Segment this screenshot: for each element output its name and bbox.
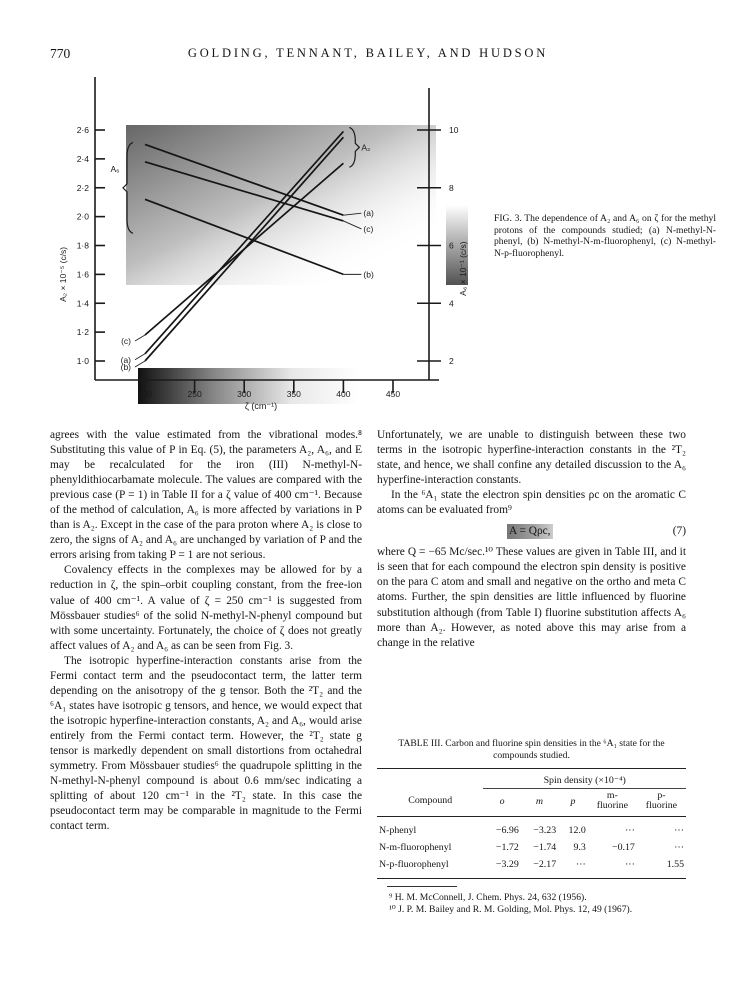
footnotes (377, 886, 697, 917)
table-cell: 12.0 (568, 825, 586, 836)
table-cell: −6.96 (495, 825, 519, 836)
footnote: ¹⁰ J. P. M. Bailey and R. M. Golding, Mol. Phys. 12, 49 (1967). (389, 904, 633, 916)
footnote-rule (387, 886, 457, 887)
x-tick-label: 450 (385, 389, 401, 399)
paragraph: The isotropic hyperfine-interaction constants arise from the Fermi contact term and the pseudocontact term, the latter term depending on the anisotropy of the g tensor. Both the ²T₂ and the ⁶A₁ states have isotropic g tensors, and hence, we would expect that the isotropic hyperfine-interaction constants, A₂ and A₆, would arise entirely from the Fermi contact term. However, the ²T₂ state g tensor is markedly dependent on small distortions from octahedral symmetry. From Mössbauer studies⁶ the quadrupole splitting in the N-methyl-N-phenyl compound is about 0.6 mm/sec indicating a splitting of about 120 cm⁻¹ in the ²T₂ state. In this case the pseudocontact term may be comparable in magnitude to the Fermi contact term. (50, 654, 362, 833)
table-header: m (521, 789, 558, 817)
footnote: ⁹ H. M. McConnell, J. Chem. Phys. 24, 632 (1956). (389, 892, 587, 903)
table-cell: 9.3 (573, 842, 586, 853)
series-label: (a) (363, 208, 374, 219)
y-left-tick-label: 2·4 (76, 153, 89, 164)
a2-group-label: A₂ (361, 142, 371, 153)
table-header: p- fluorine (637, 789, 686, 817)
y-left-tick-label: 1·0 (76, 356, 89, 366)
table-cell: ··· (674, 825, 684, 836)
y-left-tick-label: 1·2 (76, 327, 89, 338)
equation-text: A = Qρc, (507, 524, 553, 539)
equation-7 (377, 518, 686, 545)
x-tick-label: 300 (237, 389, 252, 399)
table-header: p (558, 789, 588, 817)
table-cell: 1.55 (666, 859, 684, 870)
y-right-tick-label: 10 (449, 125, 459, 135)
table-cell: ··· (575, 859, 586, 870)
figure-3-chart (0, 0, 736, 420)
y-left-tick-label: 1·4 (76, 298, 89, 309)
y-right-tick-label: 8 (449, 182, 454, 193)
table-header-blank (377, 769, 483, 789)
table-cell: ··· (674, 842, 684, 853)
spin-density-table (377, 768, 686, 879)
series-label: (c) (363, 223, 374, 234)
paragraph: Covalency effects in the complexes may be allowed for by a reduction in ζ, the spin–orbit coupling constant, from the free-ion value of 400 cm⁻¹. A value of ζ = 250 cm⁻¹ is suggested from Mössbauer studies⁶ of the solid N-methyl-N-phenyl compound but with some uncertainty. Fortunately, the choice of ζ does not greatly affect values of A₂ and A₆ as can be seen from Fig. 3. (50, 564, 362, 652)
a6-group-label: A₆ (110, 163, 120, 174)
table-row (377, 817, 686, 840)
equation-number: (7) (672, 525, 686, 538)
table-header: o (483, 789, 520, 817)
y-right-axis-label: A₆ × 10⁻¹ (c/s) (458, 241, 468, 296)
x-tick-label: 250 (187, 389, 202, 399)
table-cell-compound: N-m-fluorophenyl (379, 842, 452, 853)
x-tick-label: 400 (336, 389, 351, 399)
leader-line (135, 354, 145, 360)
page-number: 770 (50, 46, 71, 61)
x-tick-label: 200 (137, 389, 153, 399)
table-cell: −0.17 (612, 842, 635, 853)
table-row (377, 856, 686, 879)
y-left-tick-label: 1·8 (76, 240, 89, 251)
left-column (50, 428, 362, 834)
table-cell: −1.74 (533, 842, 557, 853)
table-group-header: Spin density (×10⁻⁴) (483, 769, 686, 789)
scan-shading-plot (126, 125, 436, 285)
table-cell: −3.29 (495, 859, 519, 870)
paragraph: In the ⁶A₁ state the electron spin densities ρc on the aromatic C atoms can be evaluated from⁹ (377, 489, 686, 517)
running-head: GOLDING, TENNANT, BAILEY, AND HUDSON (187, 46, 549, 60)
paragraph: Unfortunately, we are unable to distinguish between these two terms in the isotropic hyperfine-interaction constants in the ²T₂ state, and hence, we shall confine any detailed discussion to the A₆ hyperfine-interaction constants. (377, 429, 686, 487)
series-label: (a) (120, 354, 131, 365)
table-cell-compound: N-p-fluorophenyl (379, 859, 449, 870)
table-cell: ··· (625, 859, 635, 870)
x-axis-label: ζ (cm⁻¹) (244, 401, 278, 411)
table-row (377, 839, 686, 856)
y-right-tick-label: 2 (449, 356, 454, 366)
x-tick-label: 350 (286, 389, 301, 399)
table-cell: ··· (625, 825, 635, 836)
leader-line (135, 361, 145, 367)
y-left-tick-label: 1·6 (76, 269, 89, 280)
series-label: (b) (120, 362, 131, 372)
figure-caption: FIG. 3. The dependence of A₂ and A₆ on ζ for the methyl protons of the compounds studied; (a) N-methyl-N-phenyl, (b) N-methyl-N-m-fluorophenyl, (c) N-methyl-N-p-fluorophenyl. (494, 213, 716, 259)
table-caption: TABLE III. Carbon and fluorine spin densities in the ⁶A₁ state for the compounds studied. (398, 738, 665, 761)
series-label: (c) (121, 336, 131, 347)
series-label: (b) (363, 269, 374, 280)
right-column (377, 428, 686, 651)
paragraph: where Q = −65 Mc/sec.¹⁰ These values are given in Table III, and it is seen that for each compound the electron spin density is positive on the para C atom and small and negative on the ortho and meta C atoms. Further, the spin densities are little influenced by fluorine substitution although (from Table I) fluorine substitution affects A₆ more than A₂. However, as noted above this may arise from a change in the relative (377, 546, 686, 649)
y-right-tick-label: 6 (449, 240, 454, 251)
table-cell: −1.72 (495, 842, 519, 853)
table-cell-compound: N-phenyl (379, 825, 417, 836)
table-cell: −2.17 (533, 859, 557, 870)
y-left-axis-label: A₂ × 10⁻⁵ (c/s) (58, 246, 68, 302)
y-left-tick-label: 2·6 (76, 125, 89, 135)
paragraph: agrees with the value estimated from the vibrational modes.⁸ Substituting this value of P in Eq. (5), the parameters A₂, A₆, and E may be recalculated for the iron (III) N-methyl-N-phenyldithiocarbamate molecule. The values are compared with the previous case (P = 1) in Table II for a ζ value of 400 cm⁻¹. Because of the method of calculation, A₆ is more affected by variations in P than is A₂. Except in the case of the para proton where A₂ is close to zero, the signs of A₂ and A₆ are unchanged by variation of P and the errors arising from taking P = 1 are not serious. (50, 429, 362, 562)
table-cell: −3.23 (533, 825, 557, 836)
leader-line (135, 335, 145, 341)
table-header-compound: Compound (377, 789, 483, 817)
y-right-tick-label: 4 (449, 298, 454, 309)
y-left-tick-label: 2·0 (76, 211, 89, 222)
table-iii (377, 738, 686, 879)
table-header: m- fluorine (588, 789, 637, 817)
y-left-tick-label: 2·2 (76, 182, 89, 193)
